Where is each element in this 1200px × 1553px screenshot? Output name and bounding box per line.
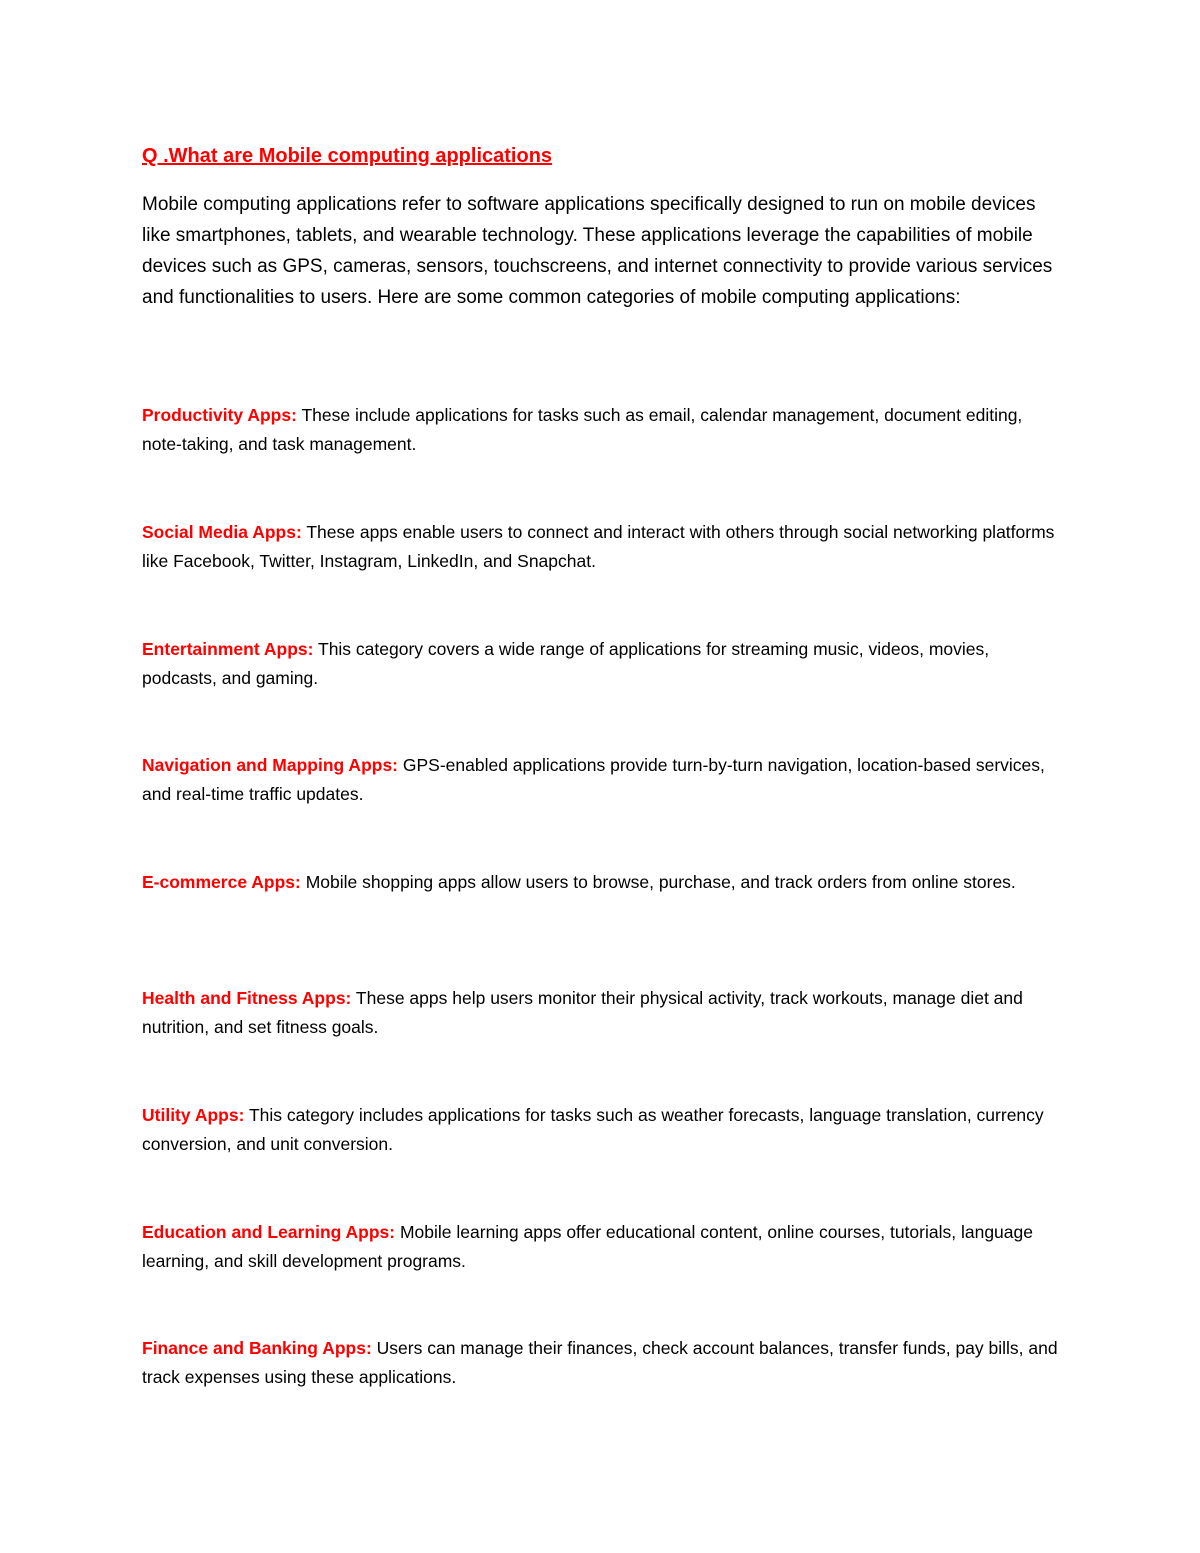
category-utility bbox=[142, 1101, 1062, 1159]
category-ecommerce bbox=[142, 868, 1062, 897]
category-description: GPS-enabled applications provide turn-by-turn navigation, location-based services, and real-time traffic updates. bbox=[142, 755, 1045, 804]
category-name: Finance and Banking Apps: bbox=[142, 1338, 372, 1358]
category-name: E-commerce Apps: bbox=[142, 872, 301, 892]
category-description: These apps enable users to connect and interact with others through social networking platforms like Facebook, Twitter, Instagram, LinkedIn, and Snapchat. bbox=[142, 522, 1055, 571]
category-health-fitness bbox=[142, 984, 1062, 1042]
category-description: This category includes applications for tasks such as weather forecasts, language translation, currency conversion, and unit conversion. bbox=[142, 1105, 1044, 1154]
category-description: These include applications for tasks such as email, calendar management, document editing, note-taking, and task management. bbox=[142, 405, 1023, 454]
category-name: Productivity Apps: bbox=[142, 405, 297, 425]
question-title: Q .What are Mobile computing applications bbox=[142, 145, 553, 167]
category-entertainment bbox=[142, 635, 1062, 693]
category-description: Mobile shopping apps allow users to browse, purchase, and track orders from online stores. bbox=[300, 872, 1016, 892]
category-name: Health and Fitness Apps: bbox=[142, 988, 352, 1008]
category-description: This category covers a wide range of applications for streaming music, videos, movies, podcasts, and gaming. bbox=[142, 639, 990, 688]
category-name: Entertainment Apps: bbox=[142, 639, 314, 659]
category-education bbox=[142, 1218, 1062, 1276]
category-navigation bbox=[142, 751, 1062, 809]
category-name: Education and Learning Apps: bbox=[142, 1222, 396, 1242]
category-description: Users can manage their finances, check account balances, transfer funds, pay bills, and track expenses using these applications. bbox=[142, 1338, 1058, 1387]
category-description: Mobile learning apps offer educational content, online courses, tutorials, language learning, and skill development programs. bbox=[142, 1222, 1033, 1271]
category-finance bbox=[142, 1334, 1062, 1392]
category-name: Navigation and Mapping Apps: bbox=[142, 755, 399, 775]
category-name: Utility Apps: bbox=[142, 1105, 245, 1125]
category-social-media bbox=[142, 518, 1062, 576]
category-name: Social Media Apps: bbox=[142, 522, 302, 542]
intro-paragraph: Mobile computing applications refer to software applications specifically designed to run on mobile devices like smartphones, tablets, and wearable technology. These applications leverage the capabilities of mobile devices such as GPS, cameras, sensors, touchscreens, and internet connectivity to provide various services and functionalities to users. Here are some common categories of mobile computing applications: bbox=[142, 194, 1053, 308]
category-productivity bbox=[142, 401, 1062, 459]
category-description: These apps help users monitor their physical activity, track workouts, manage diet and nutrition, and set fitness goals. bbox=[142, 988, 1023, 1037]
